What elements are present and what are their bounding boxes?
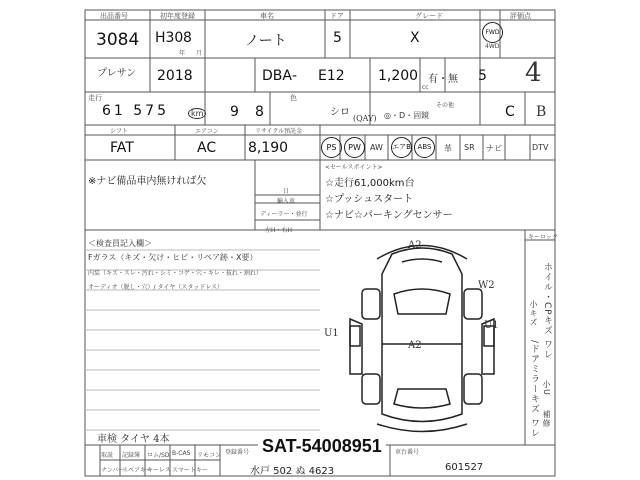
side-note-2: /ドアミラーキズ ワレ — [529, 340, 539, 438]
footer-item-rom: ロム/SD — [147, 452, 170, 459]
left-note: ※ナビ備品車内無ければ欠 — [88, 176, 207, 187]
eval-label: 評価点 — [510, 12, 531, 20]
footer-item-keyless: キーレス — [147, 467, 171, 474]
mileage-value: 61 575 — [102, 103, 169, 119]
lot-label: 出品番号 — [100, 12, 128, 20]
footer-item-bcas: B-CAS — [172, 450, 191, 457]
inspection-line-1: Fガラス（キズ・欠け・ヒビ・リペア跡・X要） — [88, 253, 258, 262]
side-note-1: ホイル・CPキズ ワレ — [542, 262, 552, 360]
ac-label: エアコン — [195, 128, 219, 135]
footer-item-record: 記録簿 — [122, 452, 141, 459]
doors-value: 5 — [333, 30, 342, 46]
inspection-line-3: オーディオ（脱し・穴）/ タイヤ（スタッドレス） — [88, 284, 224, 291]
footer-item-plate: ナンバー — [101, 467, 125, 474]
sales-point-3: ☆ナビ☆パーキングセンサー — [325, 210, 453, 221]
day-label: 日 — [283, 188, 290, 195]
car-damage-diagram — [322, 234, 522, 444]
reg-month: 8 — [183, 30, 192, 46]
turbo-label: 有・無 — [428, 74, 458, 85]
equip-sr: SR — [464, 143, 475, 152]
drive-badge: FWD — [482, 22, 503, 43]
inspection-title: ＜検査員記入欄＞ — [88, 239, 152, 248]
reg-number-label: 登録番号 — [225, 449, 250, 456]
sales-points-label: <セールスポイント> — [325, 164, 383, 171]
displacement: 1,200 — [378, 68, 419, 84]
grade-value: X — [410, 30, 420, 46]
cc-unit: cc — [422, 84, 429, 91]
footer-item-smart-key: スマートキー — [172, 467, 208, 474]
side-note-4: 小U — [542, 380, 551, 396]
equip-airbag: エアB — [391, 137, 412, 158]
model-name-label: 車名 — [260, 12, 274, 20]
other-color: その他 — [436, 102, 455, 109]
chassis-label: 車台番号 — [395, 449, 420, 456]
equip-navi: ナビ — [486, 144, 502, 153]
inspection-line-2: 内装（キズ・スレ・汚れ・シミ・コゲ・穴・キレ・抜れ・割れ） — [88, 270, 262, 277]
footer-item-remote: リモコン — [197, 452, 222, 459]
equip-ps: PS — [321, 137, 342, 158]
lot-number: 3084 — [96, 30, 140, 50]
lot-id-overlay: SAT-54008951 — [258, 436, 386, 457]
mileage-label: 走行 — [88, 94, 102, 102]
drive-sub: 4WD — [485, 43, 500, 50]
equip-leather: 革 — [444, 144, 452, 153]
color-note: (QAY) — [353, 114, 377, 123]
equip-abs: ABS — [414, 137, 435, 158]
auction-sheet: 出品番号 初年度登録 車名 ドア グレード 評価点 3084 H30 8 年 月 ノート 5 X FWD 4WD プレサン 2018 DBA - E12 1,200 cc 有・無 5 4 走行 61 575 km 9 8 色 シロ (QAY) ◎・D・固鏡 その他 C B シフト エアコン リサイクル預託金 FAT AC 8,190 PS PW AW エアB ABS 革 SR ナビ DTV ※ナビ備品車内無ければ欠 <セールスポイント> ☆走行61,000km台 ☆プッシュスタート ☆ナビ☆パーキングセンサー 日 輸入車 ディーラー・並行 左H・右H ＜検査員記入欄＞ Fガラス（キズ・欠け・ヒビ・リペア跡・X要） 内装（キズ・スレ・汚れ・シミ・コゲ・穴・キレ・抜れ・割れ） オーディオ（脱し・穴）/ タイヤ（スタッドレス） 車検 タイヤ 4本 A2 A2 W2 U1 U1 キーロック ホイル・CPキズ ワレ /ドアミラーキズ ワレ 小キズ 小U 補修 取説 記録簿 ロム/SD B-CAS リモコン ナンバー スペアキー キーレス スマートキー 登録番号 水戸 502 ぬ 4623 車台番号 601527 SAT-54008951 — [0, 0, 640, 480]
inspection-day: 8 — [255, 104, 264, 120]
diagram-mark-right: W2 — [478, 280, 495, 291]
model-code: E12 — [318, 68, 345, 84]
year-char: 年 — [179, 50, 186, 57]
diagram-mark-right-side: U1 — [484, 320, 499, 331]
footer-item-spare-key: スペアキー — [122, 467, 152, 474]
exterior-grade: B — [536, 104, 547, 120]
sales-point-2: ☆プッシュスタート — [325, 194, 414, 205]
paint-options: ◎・D・固鏡 — [384, 111, 430, 120]
color-label: 色 — [290, 94, 297, 102]
chassis-number: 601527 — [445, 462, 484, 473]
interior-grade: C — [505, 104, 515, 120]
doors-label: ドア — [330, 12, 344, 20]
recycle-value: 8,190 — [248, 140, 289, 156]
steering-label: 左H・右H — [265, 227, 293, 234]
equip-dtv: DTV — [532, 143, 549, 152]
ac-value: AC — [197, 140, 217, 156]
sales-point-1: ☆走行61,000km台 — [325, 178, 415, 189]
equip-aw: AW — [370, 143, 383, 152]
mileage-unit: km — [188, 108, 206, 119]
seats-value: 5 — [478, 68, 487, 84]
era-year: H30 — [155, 30, 184, 46]
shift-label: シフト — [110, 128, 129, 135]
model-prefix: DBA — [262, 68, 292, 84]
key-lock-label: キーロック — [528, 234, 558, 241]
eval-score: 4 — [525, 58, 542, 88]
handwritten-note: プレサン — [97, 68, 137, 79]
shift-value: FAT — [110, 140, 134, 156]
equip-pw: PW — [344, 137, 365, 158]
month-char: 月 — [196, 50, 203, 57]
color-value: シロ — [330, 107, 350, 118]
diagram-mark-left: U1 — [324, 328, 339, 339]
grade-label: グレード — [415, 12, 443, 20]
inspection-month: 9 — [230, 104, 239, 120]
first-reg-label: 初年度登録 — [160, 12, 195, 20]
recycle-label: リサイクル預託金 — [255, 128, 303, 135]
side-note-5: 補修 — [542, 410, 551, 428]
reg-year: 2018 — [157, 68, 193, 84]
car-name: ノート — [245, 33, 287, 49]
footer-item-manual: 取説 — [101, 452, 114, 459]
diagram-mark-top: A2 — [408, 240, 422, 251]
inspection-handwritten: 車検 タイヤ 4本 — [97, 434, 170, 445]
diagram-mark-center: A2 — [408, 340, 422, 351]
import-label: 輸入車 — [277, 198, 296, 205]
dealer-label: ディーラー・並行 — [260, 211, 308, 218]
side-note-3: 小キズ — [529, 300, 538, 327]
license-plate: 水戸 502 ぬ 4623 — [250, 466, 335, 477]
